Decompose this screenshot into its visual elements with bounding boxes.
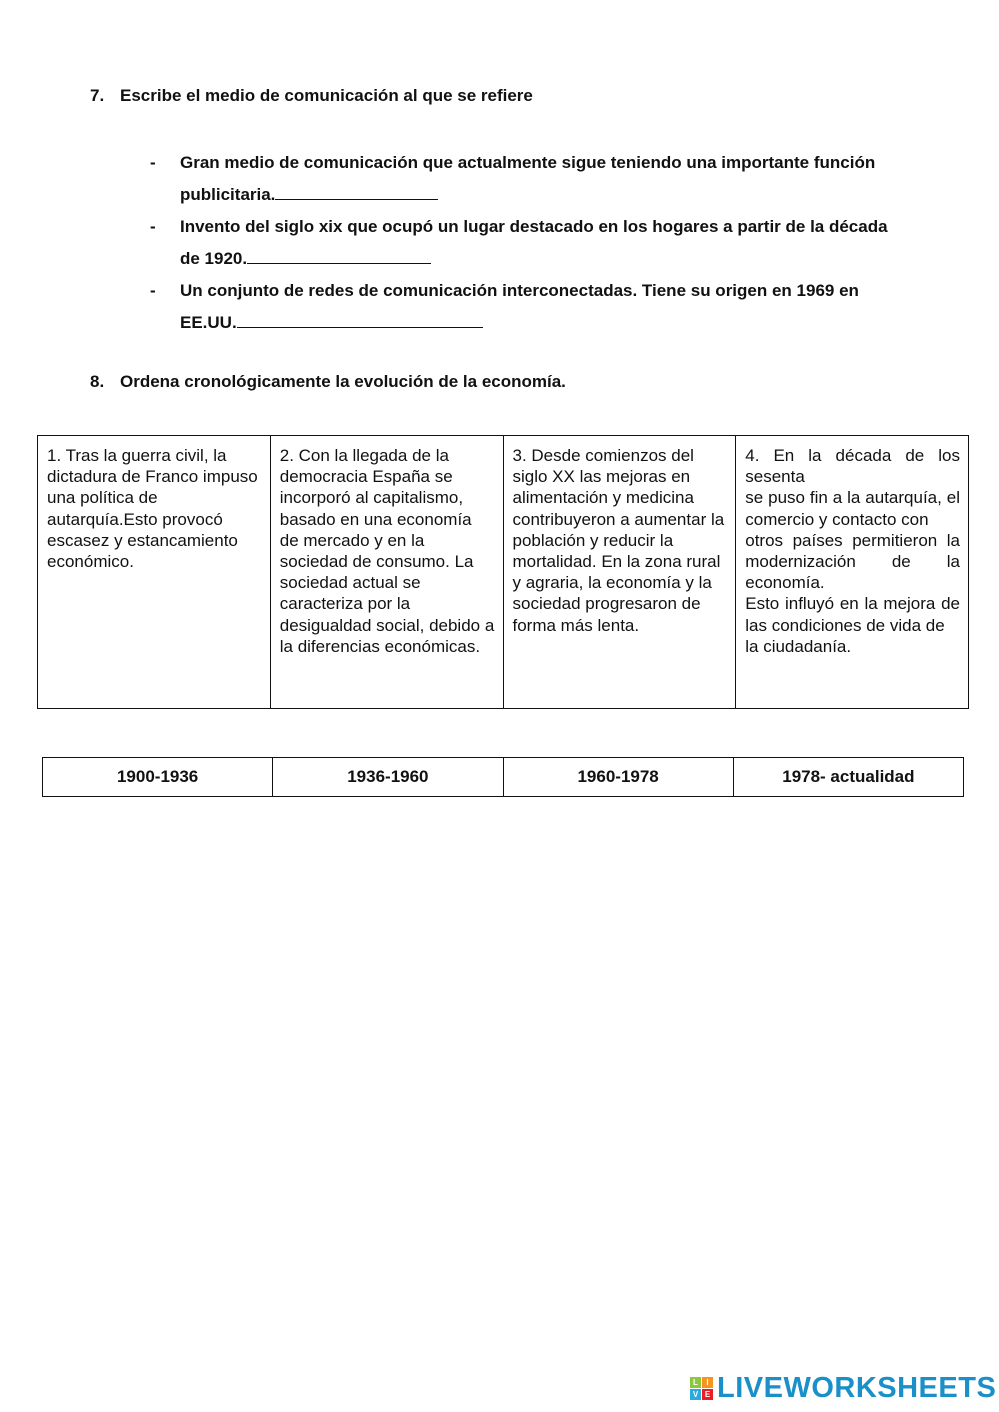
answer-blank-2[interactable]: [247, 245, 431, 264]
logo-letter-v: V: [690, 1389, 701, 1400]
item-3-text-line1: Un conjunto de redes de comunicación interconectadas. Tiene su origen en 1969 en: [180, 281, 859, 300]
question-7-number: 7.: [90, 86, 105, 105]
logo-letter-e: E: [702, 1389, 713, 1400]
question-7-items: [150, 147, 950, 339]
item-1-text-line2: publicitaria.: [180, 185, 276, 204]
statement-4-line5: la ciudadanía.: [745, 636, 852, 656]
statements-table: [37, 435, 969, 709]
logo-letter-i: I: [702, 1377, 713, 1388]
statement-4-line3: otros países permitieron la modernización de la economía.: [745, 530, 960, 593]
statement-3[interactable]: 3. Desde comienzos del siglo XX las mejoras en alimentación y medicina contribuyeron a aumentar la población y reducir la mortalidad. En la zona rural y agraria, la economía y la sociedad progresaron de forma más lenta.: [503, 436, 736, 709]
liveworksheets-logo: [690, 1372, 996, 1405]
statement-2[interactable]: 2. Con la llegada de la democracia España se incorporó al capitalismo, basado en una economía de mercado y en la sociedad de consumo. La sociedad actual se caracteriza por la desigualdad social, debido a la diferencias económicas.: [270, 436, 503, 709]
bullet-dash: -: [150, 153, 156, 172]
question-7-title: [90, 86, 533, 106]
logo-letter-l: L: [690, 1377, 701, 1388]
question-8-number: 8.: [90, 372, 105, 391]
statement-4-line1: 4. En la década de los sesenta: [745, 446, 960, 487]
list-item: [150, 147, 950, 211]
question-7-text: Escribe el medio de comunicación al que se refiere: [120, 86, 533, 105]
item-2-text-line2: de 1920.: [180, 249, 248, 268]
list-item: [150, 211, 950, 275]
item-2-text-line1: Invento del siglo xix que ocupó un lugar destacado en los hogares a partir de la década: [180, 217, 888, 236]
liveworksheets-logo-text: LIVEWORKSHEETS: [717, 1372, 997, 1404]
period-1900-1936[interactable]: 1900-1936: [43, 758, 273, 797]
answer-blank-1[interactable]: [275, 181, 438, 200]
table-row: [43, 758, 964, 797]
periods-table: [42, 757, 964, 797]
answer-blank-3[interactable]: [237, 309, 483, 328]
period-1936-1960[interactable]: 1936-1960: [273, 758, 503, 797]
bullet-dash: -: [150, 217, 156, 236]
bullet-dash: -: [150, 281, 156, 300]
statement-4-line4: Esto influyó en la mejora de las condiciones de vida de: [745, 594, 960, 635]
statement-4-line2: se puso fin a la autarquía, el comercio y contacto con: [745, 488, 960, 529]
item-3-text-line2: EE.UU.: [180, 313, 237, 332]
table-row: [38, 436, 969, 709]
period-1960-1978[interactable]: 1960-1978: [503, 758, 733, 797]
list-item: [150, 275, 950, 339]
item-1-text-line1: Gran medio de comunicación que actualmente sigue teniendo una importante función: [180, 153, 876, 172]
period-1978-actualidad[interactable]: 1978- actualidad: [733, 758, 963, 797]
question-8-text: Ordena cronológicamente la evolución de la economía.: [120, 372, 566, 391]
statement-4[interactable]: [736, 436, 969, 709]
question-8-title: [90, 372, 566, 392]
statement-1[interactable]: 1. Tras la guerra civil, la dictadura de Franco impuso una política de autarquía.Esto provocó escasez y estancamiento económico.: [38, 436, 271, 709]
liveworksheets-logo-icon: [690, 1377, 713, 1400]
